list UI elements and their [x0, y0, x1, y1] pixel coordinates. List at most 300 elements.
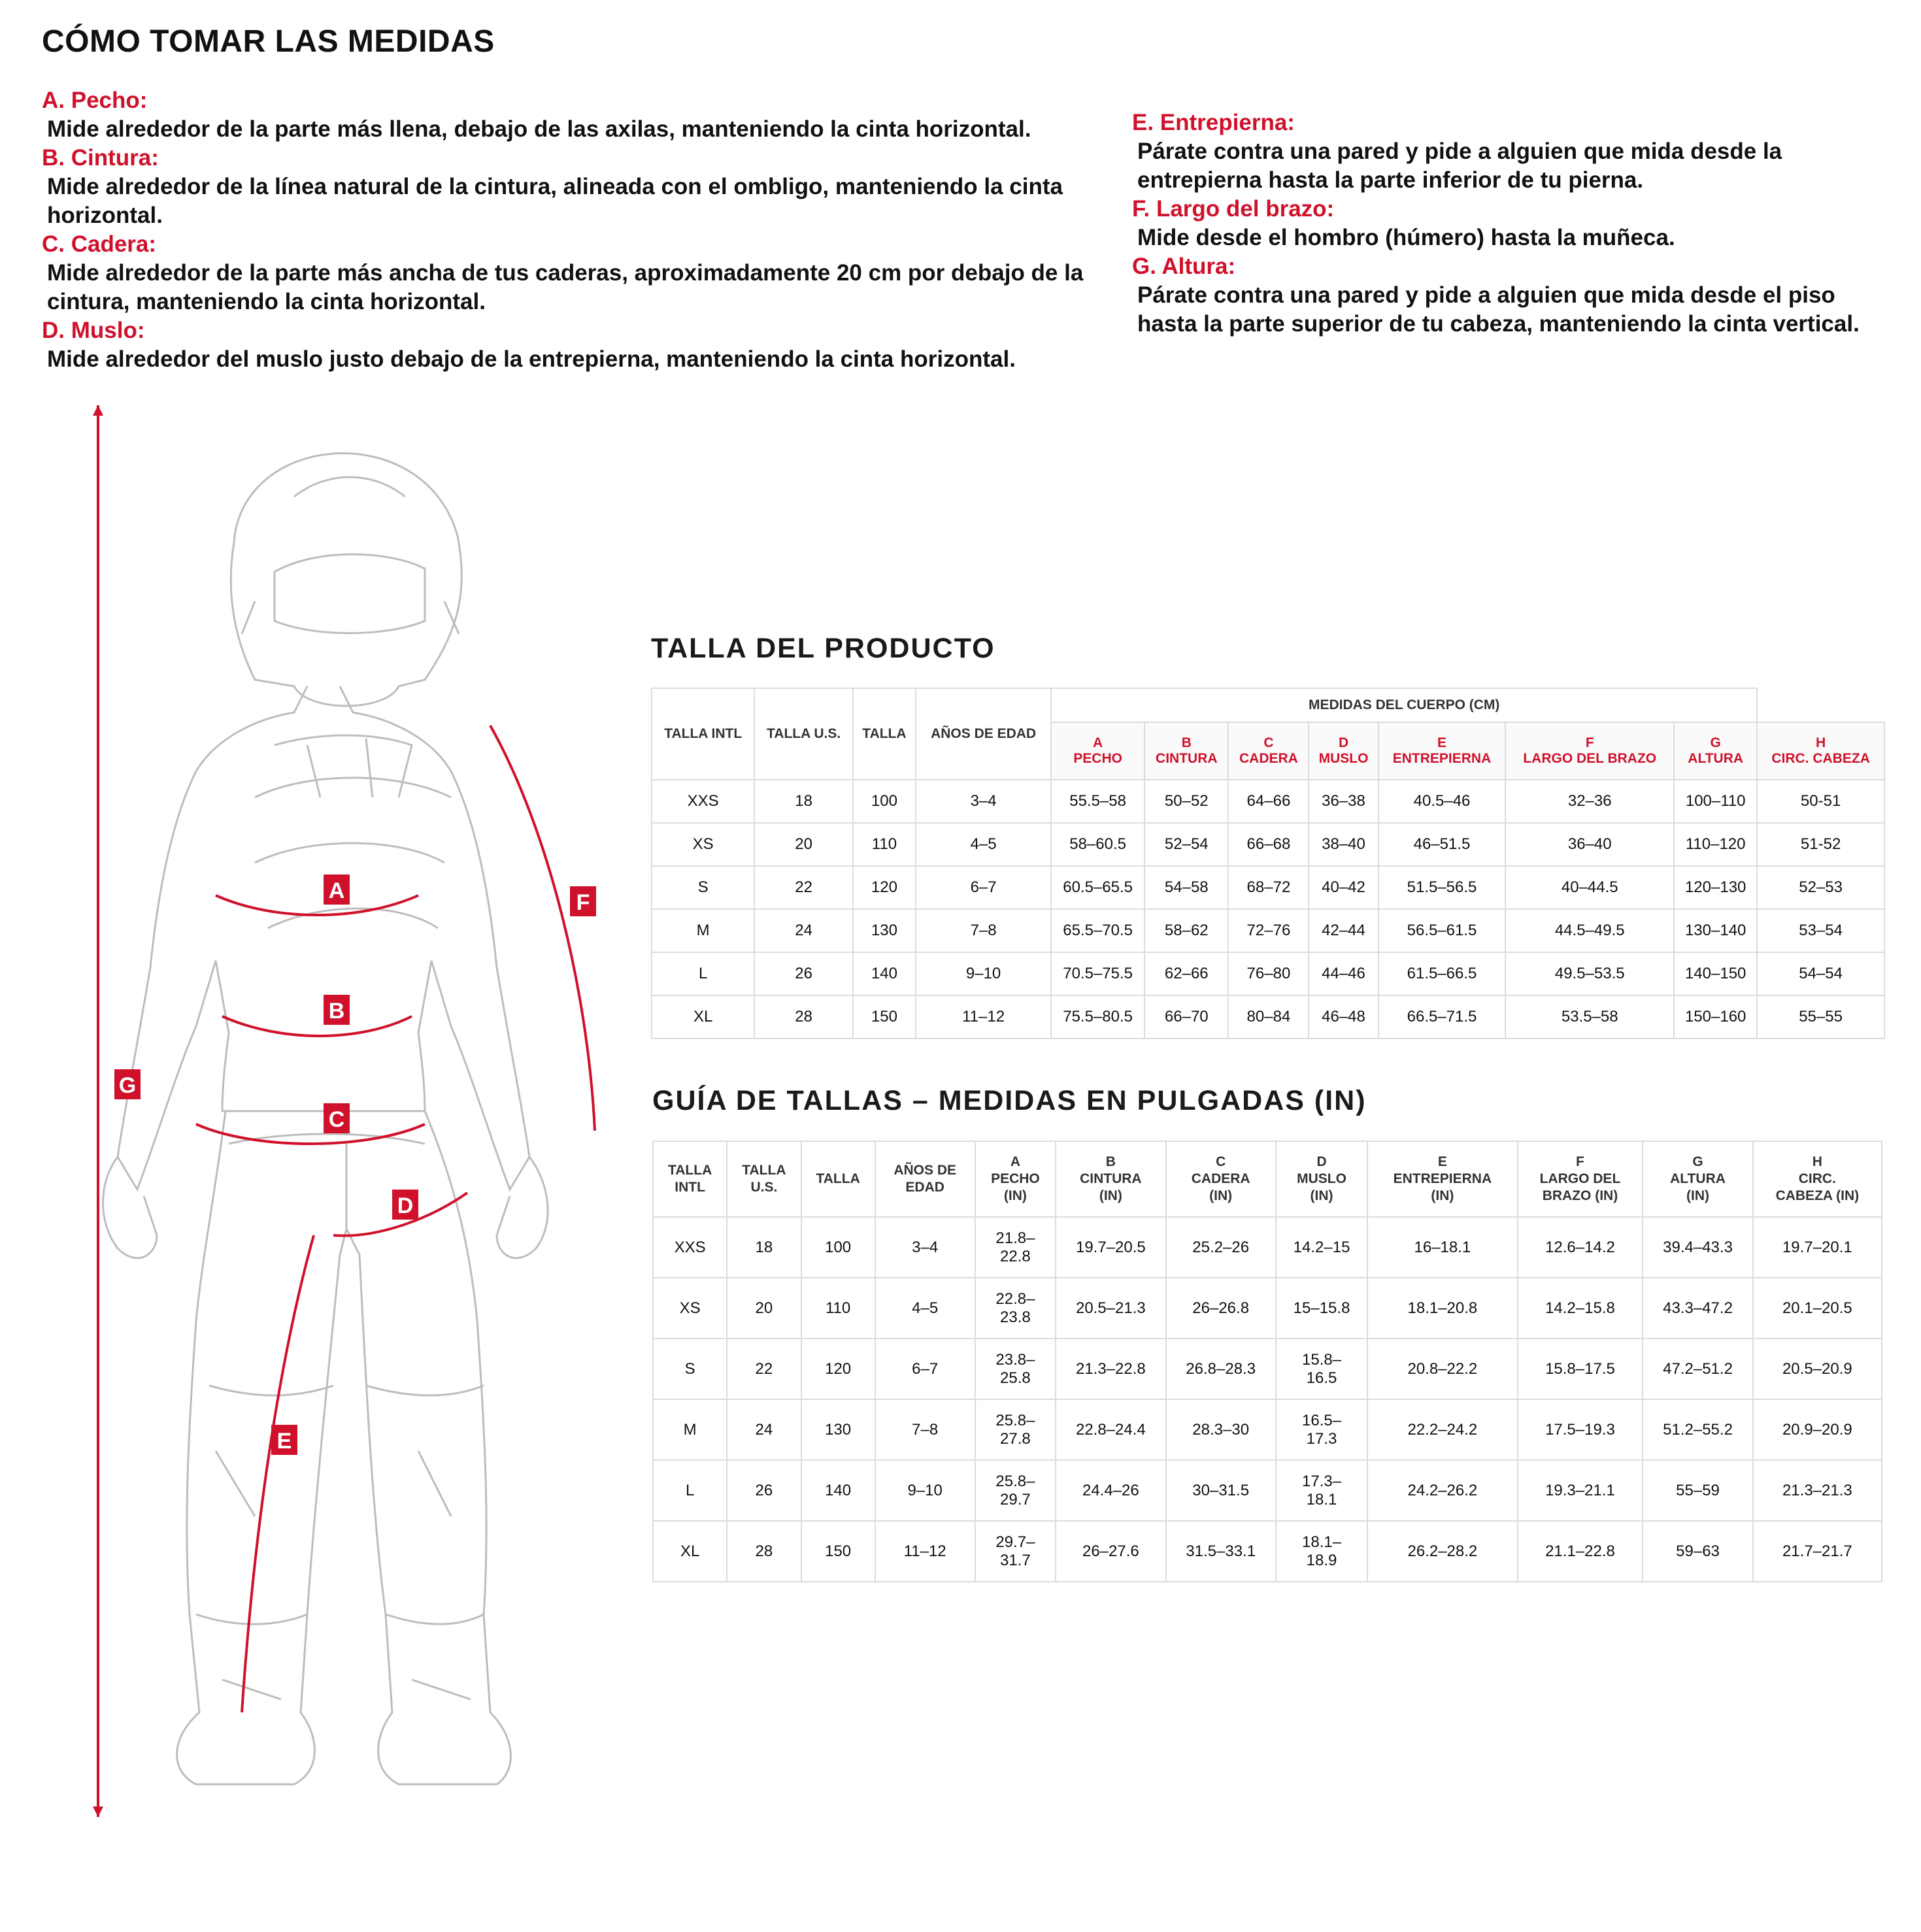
table-cell [1643, 1460, 1752, 1521]
table-cell-line: XXS [674, 1238, 706, 1256]
table-cell: 52–53 [1757, 866, 1884, 909]
table-cell-line: 150 [825, 1542, 852, 1560]
cm-header-spacer [1757, 688, 1884, 722]
cm-header-measure [1228, 722, 1309, 780]
in-header-cell [875, 1141, 975, 1217]
table-cell: S [652, 866, 754, 909]
table-cell-line: 130 [825, 1420, 852, 1439]
table-cell: L [652, 952, 754, 995]
table-row [652, 866, 1884, 909]
table-cell-line: M [683, 1420, 697, 1439]
cm-header-group: MEDIDAS DEL CUERPO (CM) [1051, 688, 1757, 722]
table-cell [727, 1339, 801, 1399]
marker-c-label: C [328, 1107, 345, 1132]
table-cell-line: S [684, 1359, 695, 1378]
table-cell [1643, 1339, 1752, 1399]
in-header-line: B [1105, 1154, 1116, 1169]
table-cell: 72–76 [1228, 909, 1309, 952]
in-header-line: TALLA [816, 1171, 860, 1186]
instruction-label: D. Muslo: [42, 318, 145, 343]
table-cell [1166, 1217, 1276, 1278]
table-cell: 51.5–56.5 [1378, 866, 1506, 909]
in-header-cell [1518, 1141, 1643, 1217]
table-cell-line: 28.3–30 [1192, 1420, 1250, 1439]
table-cell-line: 3–4 [912, 1238, 939, 1256]
table-cell-line: 23.8 [1000, 1308, 1031, 1326]
in-header-cell [727, 1141, 801, 1217]
table-cell [1518, 1399, 1643, 1460]
cm-header-talla: TALLA [853, 688, 916, 780]
instruction-label: E. Entrepierna: [1132, 110, 1295, 135]
table-cell: 140–150 [1674, 952, 1757, 995]
table-cell-line: XL [680, 1542, 700, 1560]
table-cell-line: 21.1–22.8 [1545, 1542, 1615, 1560]
in-header-line: CADERA [1191, 1171, 1250, 1186]
instruction-label: B. Cintura: [42, 145, 159, 171]
in-header-line: CINTURA [1080, 1171, 1142, 1186]
in-header-line: PECHO [991, 1171, 1040, 1186]
in-header-cell [1367, 1141, 1517, 1217]
table-cell-line: 25.8– [995, 1472, 1035, 1490]
inseam-line [242, 1235, 314, 1712]
instruction-label: G. Altura: [1132, 254, 1236, 279]
cm-header-name: PECHO [1073, 751, 1122, 766]
table-cell [653, 1460, 727, 1521]
table-cell: 46–51.5 [1378, 823, 1506, 866]
table-row [652, 780, 1884, 823]
table-cell: 51-52 [1757, 823, 1884, 866]
in-header-line: (IN) [1099, 1188, 1122, 1203]
table-cell-line: 17.5–19.3 [1545, 1420, 1615, 1439]
marker-f [570, 886, 596, 916]
table-cell-line: 140 [825, 1481, 852, 1499]
table-cell-line: 25.8– [995, 1411, 1035, 1429]
table-cell [1753, 1278, 1882, 1339]
table-cell [875, 1278, 975, 1339]
table-cell [975, 1217, 1056, 1278]
table-cell: 65.5–70.5 [1051, 909, 1144, 952]
in-header-cell [801, 1141, 875, 1217]
marker-a-label: A [328, 878, 345, 903]
cm-header-letter: E [1437, 735, 1447, 750]
in-header-line: (IN) [1003, 1188, 1027, 1203]
table-cell-line: 24.4–26 [1082, 1481, 1139, 1499]
table-cell: 11–12 [916, 995, 1051, 1039]
in-header-line: (IN) [1209, 1188, 1233, 1203]
table-cell [1367, 1460, 1517, 1521]
size-table-in [652, 1141, 1882, 1582]
size-table-cm-title: TALLA DEL PRODUCTO [651, 633, 995, 664]
table-cell-line: 20.5–20.9 [1782, 1359, 1852, 1378]
table-cell-line: 51.2–55.2 [1663, 1420, 1733, 1439]
table-cell-line: 18 [755, 1238, 773, 1256]
cm-header-edad: AÑOS DE EDAD [916, 688, 1051, 780]
marker-g [114, 1069, 141, 1099]
table-cell [801, 1460, 875, 1521]
table-cell [975, 1521, 1056, 1582]
table-cell [1753, 1460, 1882, 1521]
table-cell-line: 26–26.8 [1192, 1299, 1250, 1317]
table-cell: 9–10 [916, 952, 1051, 995]
cm-header-letter: B [1181, 735, 1192, 750]
table-cell [1166, 1339, 1276, 1399]
table-cell [801, 1339, 875, 1399]
table-cell: 42–44 [1309, 909, 1378, 952]
table-cell-line: 7–8 [912, 1420, 939, 1439]
instruction-text: Párate contra una pared y pide a alguien que mida desde el piso hasta la parte superior de tu cabeza, manteniendo la cinta vertical. [1137, 282, 1860, 337]
instruction-text: Mide alrededor de la parte más llena, debajo de las axilas, manteniendo la cinta horizontal. [47, 116, 1031, 142]
table-cell-line: 26 [755, 1481, 773, 1499]
table-cell-line: 39.4–43.3 [1663, 1238, 1733, 1256]
table-cell-line: 120 [825, 1359, 852, 1378]
table-row [653, 1399, 1882, 1460]
table-row [652, 823, 1884, 866]
cm-header-name: LARGO DEL BRAZO [1523, 751, 1657, 766]
table-cell: 110 [853, 823, 916, 866]
table-cell [1276, 1399, 1367, 1460]
in-header-line: ENTREPIERNA [1393, 1171, 1492, 1186]
table-cell [1643, 1521, 1752, 1582]
in-header-line: ALTURA [1670, 1171, 1726, 1186]
table-cell [1056, 1521, 1165, 1582]
marker-f-label: F [576, 890, 590, 915]
table-cell-line: 16.5– [1302, 1411, 1342, 1429]
arm-length-line [490, 725, 595, 1131]
instruction-text: Mide alrededor del muslo justo debajo de la entrepierna, manteniendo la cinta horizontal. [47, 346, 1016, 372]
table-cell [1518, 1217, 1643, 1278]
table-cell: 40.5–46 [1378, 780, 1506, 823]
table-cell-line: 4–5 [912, 1299, 939, 1317]
marker-b-label: B [328, 999, 345, 1024]
table-cell [1367, 1339, 1517, 1399]
cm-header-talla-us: TALLA U.S. [754, 688, 852, 780]
table-cell-line: L [685, 1481, 695, 1499]
waist-tape [222, 1016, 412, 1036]
table-cell-line: 19.7–20.1 [1782, 1238, 1852, 1256]
in-header-line: BRAZO (IN) [1542, 1188, 1618, 1203]
table-cell [1518, 1278, 1643, 1339]
table-cell-line: 20 [755, 1299, 773, 1317]
cm-header-measure [1505, 722, 1674, 780]
table-cell: 36–40 [1505, 823, 1674, 866]
cm-header-name: MUSLO [1318, 751, 1369, 766]
table-cell [1753, 1399, 1882, 1460]
instruction-text: Mide desde el hombro (húmero) hasta la muñeca. [1137, 225, 1675, 250]
table-cell [1056, 1339, 1165, 1399]
table-cell [1166, 1521, 1276, 1582]
table-cell: 150 [853, 995, 916, 1039]
table-cell [653, 1278, 727, 1339]
table-cell: 36–38 [1309, 780, 1378, 823]
table-cell [875, 1339, 975, 1399]
table-cell: 130–140 [1674, 909, 1757, 952]
table-cell [727, 1521, 801, 1582]
table-cell [727, 1399, 801, 1460]
table-cell [1276, 1460, 1367, 1521]
cm-header-letter: A [1093, 735, 1103, 750]
table-cell [1643, 1217, 1752, 1278]
marker-d [392, 1190, 418, 1220]
table-cell [801, 1521, 875, 1582]
in-header-cell [653, 1141, 727, 1217]
table-cell-line: 20.9–20.9 [1782, 1420, 1852, 1439]
table-cell-line: 21.7–21.7 [1782, 1542, 1852, 1560]
table-cell: 58–60.5 [1051, 823, 1144, 866]
cm-header-measure [1757, 722, 1884, 780]
table-cell-line: 20.8–22.2 [1407, 1359, 1478, 1378]
table-cell-line: 18.1– [1302, 1533, 1342, 1551]
in-header-cell [1166, 1141, 1276, 1217]
table-cell: 3–4 [916, 780, 1051, 823]
table-cell: 100 [853, 780, 916, 823]
in-header-cell [1643, 1141, 1752, 1217]
table-cell [1056, 1399, 1165, 1460]
table-cell-line: 110 [825, 1299, 851, 1317]
table-cell-line: 28 [755, 1542, 773, 1560]
table-cell: 22 [754, 866, 852, 909]
table-cell-line: 24 [755, 1420, 773, 1439]
table-cell: 44.5–49.5 [1505, 909, 1674, 952]
table-cell [1367, 1521, 1517, 1582]
table-cell-line: XS [679, 1299, 701, 1317]
table-cell [1276, 1278, 1367, 1339]
cm-header-measure [1309, 722, 1378, 780]
cm-header-measure [1051, 722, 1144, 780]
table-cell-line: 15.8–17.5 [1545, 1359, 1615, 1378]
table-cell-line: 21.3–21.3 [1782, 1481, 1852, 1499]
table-cell: 150–160 [1674, 995, 1757, 1039]
in-header-line: MUSLO [1297, 1171, 1346, 1186]
table-row [653, 1460, 1882, 1521]
table-cell: 20 [754, 823, 852, 866]
in-header-line: EDAD [905, 1180, 944, 1195]
instruction-text: Mide alrededor de la parte más ancha de tus caderas, aproximadamente 20 cm por debajo de la cintura, manteniendo la cinta horizontal. [47, 260, 1084, 314]
table-cell [1753, 1521, 1882, 1582]
in-header-cell [1056, 1141, 1165, 1217]
marker-b [324, 995, 350, 1025]
table-cell-line: 20.5–21.3 [1075, 1299, 1146, 1317]
marker-d-label: D [397, 1193, 414, 1218]
table-cell: 54–54 [1757, 952, 1884, 995]
in-header-line: CABEZA (IN) [1775, 1188, 1860, 1203]
table-cell [653, 1399, 727, 1460]
table-cell-line: 25.2–26 [1192, 1238, 1250, 1256]
cm-header-name: CIRC. CABEZA [1771, 751, 1870, 766]
table-cell: 49.5–53.5 [1505, 952, 1674, 995]
table-cell-line: 14.2–15 [1293, 1238, 1350, 1256]
in-header-line: D [1316, 1154, 1327, 1169]
table-cell-line: 31.7 [1000, 1551, 1031, 1569]
table-cell [1276, 1339, 1367, 1399]
table-cell: 58–62 [1144, 909, 1228, 952]
table-cell [1643, 1278, 1752, 1339]
table-cell-line: 18.9 [1306, 1551, 1337, 1569]
table-cell: 60.5–65.5 [1051, 866, 1144, 909]
size-table-cm-group-row [652, 688, 1884, 722]
marker-e [271, 1425, 297, 1455]
table-cell: 62–66 [1144, 952, 1228, 995]
table-cell [653, 1521, 727, 1582]
table-cell-line: 22.8–24.4 [1075, 1420, 1146, 1439]
table-cell [1056, 1217, 1165, 1278]
table-cell [975, 1278, 1056, 1339]
table-cell: XS [652, 823, 754, 866]
cm-header-letter: D [1338, 735, 1349, 750]
table-cell: 52–54 [1144, 823, 1228, 866]
table-cell [1518, 1521, 1643, 1582]
table-cell [875, 1521, 975, 1582]
table-cell: 61.5–66.5 [1378, 952, 1506, 995]
table-cell: 28 [754, 995, 852, 1039]
table-cell: 66.5–71.5 [1378, 995, 1506, 1039]
table-cell: 76–80 [1228, 952, 1309, 995]
table-cell-line: 19.3–21.1 [1545, 1481, 1615, 1499]
table-cell-line: 18.1–20.8 [1407, 1299, 1478, 1317]
table-cell-line: 22.8 [1000, 1247, 1031, 1265]
table-cell-line: 15.8– [1302, 1350, 1342, 1369]
table-cell: XL [652, 995, 754, 1039]
table-cell [1166, 1399, 1276, 1460]
instructions-right [1132, 108, 1884, 339]
cm-header-letter: F [1585, 735, 1594, 750]
table-cell: 32–36 [1505, 780, 1674, 823]
cm-header-name: CINTURA [1156, 751, 1218, 766]
table-cell: 64–66 [1228, 780, 1309, 823]
table-cell-line: 12.6–14.2 [1545, 1238, 1615, 1256]
size-table-in-title: GUÍA DE TALLAS – MEDIDAS EN PULGADAS (IN) [652, 1085, 1367, 1116]
table-cell: 38–40 [1309, 823, 1378, 866]
size-table-cm-body [652, 780, 1884, 1039]
table-cell [1056, 1460, 1165, 1521]
cm-header-name: ENTREPIERNA [1392, 751, 1492, 766]
table-cell: 50–52 [1144, 780, 1228, 823]
cm-header-measure [1144, 722, 1228, 780]
table-cell-line: 100 [825, 1238, 852, 1256]
table-cell [875, 1460, 975, 1521]
table-cell: 75.5–80.5 [1051, 995, 1144, 1039]
table-cell-line: 27.8 [1000, 1429, 1031, 1448]
table-cell-line: 6–7 [912, 1359, 939, 1378]
table-cell: 24 [754, 909, 852, 952]
table-cell: 120 [853, 866, 916, 909]
table-cell-line: 29.7 [1000, 1490, 1031, 1508]
instruction-text: Mide alrededor de la línea natural de la cintura, alineada con el ombligo, manteniendo la cinta horizontal. [47, 174, 1063, 228]
table-cell-line: 19.7–20.5 [1075, 1238, 1146, 1256]
table-row [653, 1521, 1882, 1582]
cm-header-measure [1378, 722, 1506, 780]
table-cell: 80–84 [1228, 995, 1309, 1039]
in-header-line: H [1812, 1154, 1822, 1169]
table-cell-line: 43.3–47.2 [1663, 1299, 1733, 1317]
table-row [652, 952, 1884, 995]
table-cell: 68–72 [1228, 866, 1309, 909]
table-row [653, 1278, 1882, 1339]
table-cell: 140 [853, 952, 916, 995]
table-row [653, 1217, 1882, 1278]
table-cell [1643, 1399, 1752, 1460]
table-cell: 46–48 [1309, 995, 1378, 1039]
marker-a [324, 874, 350, 905]
table-cell [1367, 1217, 1517, 1278]
in-header-line: INTL [675, 1180, 705, 1195]
in-header-line: LARGO DEL [1539, 1171, 1621, 1186]
table-cell [1166, 1278, 1276, 1339]
table-cell [975, 1399, 1056, 1460]
table-cell-line: 26.2–28.2 [1407, 1542, 1478, 1560]
table-cell [727, 1460, 801, 1521]
size-table-in-header-row [653, 1141, 1882, 1217]
table-cell [1753, 1339, 1882, 1399]
in-header-line: A [1010, 1154, 1020, 1169]
table-cell: 26 [754, 952, 852, 995]
table-cell-line: 11–12 [903, 1542, 946, 1560]
table-cell-line: 15–15.8 [1293, 1299, 1350, 1317]
table-cell-line: 22 [755, 1359, 773, 1378]
cm-header-name: ALTURA [1688, 751, 1744, 766]
cm-header-letter: H [1816, 735, 1826, 750]
in-header-cell [975, 1141, 1056, 1217]
table-cell: 18 [754, 780, 852, 823]
table-row [652, 995, 1884, 1039]
table-row [652, 909, 1884, 952]
table-cell: 100–110 [1674, 780, 1757, 823]
table-cell-line: 26–27.6 [1082, 1542, 1139, 1560]
cm-header-name: CADERA [1239, 751, 1298, 766]
instruction-label: F. Largo del brazo: [1132, 196, 1335, 222]
table-cell-line: 23.8– [995, 1350, 1035, 1369]
table-cell: 66–70 [1144, 995, 1228, 1039]
cm-header-letter: G [1710, 735, 1721, 750]
in-header-line: F [1576, 1154, 1584, 1169]
page-title: CÓMO TOMAR LAS MEDIDAS [42, 24, 495, 59]
table-cell-line: 29.7– [995, 1533, 1035, 1551]
table-cell: 120–130 [1674, 866, 1757, 909]
in-header-line: TALLA [742, 1163, 786, 1178]
table-cell: 55.5–58 [1051, 780, 1144, 823]
table-cell-line: 16.5 [1306, 1369, 1337, 1387]
in-header-line: (IN) [1310, 1188, 1333, 1203]
body-measurement-figure [59, 405, 647, 1830]
table-cell-line: 30–31.5 [1192, 1481, 1250, 1499]
table-cell [727, 1278, 801, 1339]
table-cell: 70.5–75.5 [1051, 952, 1144, 995]
table-cell [1518, 1339, 1643, 1399]
table-cell-line: 17.3 [1306, 1429, 1337, 1448]
in-header-line: U.S. [750, 1180, 778, 1195]
in-header-line: E [1437, 1154, 1447, 1169]
in-header-line: TALLA [667, 1163, 712, 1178]
table-cell [801, 1399, 875, 1460]
in-header-cell [1276, 1141, 1367, 1217]
table-cell [1367, 1399, 1517, 1460]
table-cell [727, 1217, 801, 1278]
table-cell-line: 26.8–28.3 [1186, 1359, 1256, 1378]
instruction-label: C. Cadera: [42, 231, 157, 257]
table-cell: 53–54 [1757, 909, 1884, 952]
table-cell-line: 20.1–20.5 [1782, 1299, 1852, 1317]
table-cell-line: 31.5–33.1 [1186, 1542, 1256, 1560]
table-cell-line: 16–18.1 [1414, 1238, 1471, 1256]
table-cell [1367, 1278, 1517, 1339]
table-cell [875, 1217, 975, 1278]
size-table-cm [651, 688, 1885, 1039]
table-cell-line: 22.8– [995, 1290, 1035, 1308]
table-cell: M [652, 909, 754, 952]
instructions-left [42, 86, 1088, 374]
table-cell-line: 24.2–26.2 [1407, 1481, 1478, 1499]
table-cell: 40–42 [1309, 866, 1378, 909]
table-cell: 4–5 [916, 823, 1051, 866]
